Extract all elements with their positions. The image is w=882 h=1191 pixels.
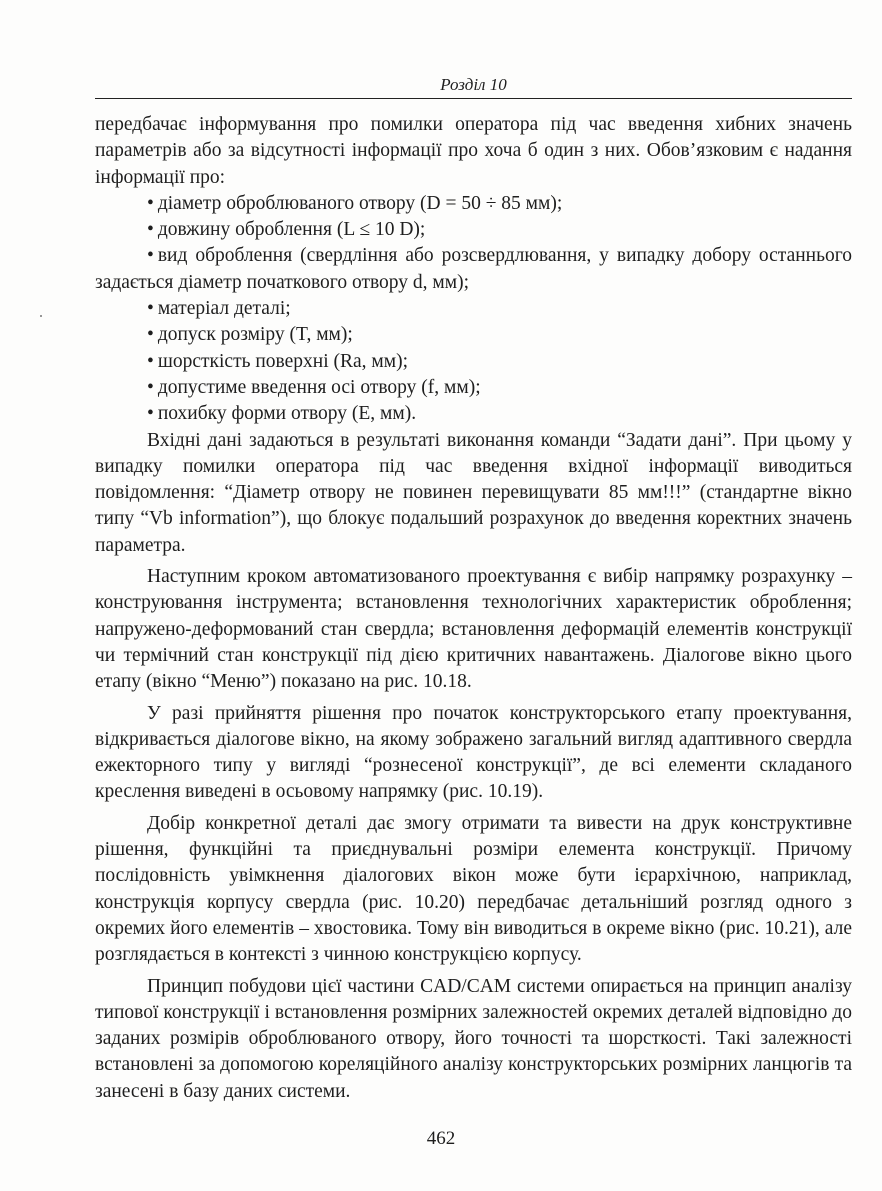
bullet-icon: • xyxy=(147,376,154,398)
bullet-icon: • xyxy=(147,403,154,425)
page-number: 462 xyxy=(426,1128,456,1149)
list-item: • допустиме введення осі отвору (f, мм); xyxy=(147,376,481,398)
bullet-icon: • xyxy=(147,192,154,214)
requirements-list xyxy=(95,191,852,428)
paragraph-1: передбачає інформування про помилки оператора під час введення хибних значень параметрів або за відсутності інформації про хоча б один з них. Обов’язковим є надання інформації про: xyxy=(95,114,852,188)
list-item: • шорсткість поверхні (Ra, мм); xyxy=(147,350,409,372)
bullet-icon: • xyxy=(147,245,154,267)
section-title: Розділ 10 xyxy=(440,75,507,94)
list-item: • допуск розміру (T, мм); xyxy=(147,324,353,346)
bullet-icon: • xyxy=(147,298,154,320)
list-item: • матеріал деталі; xyxy=(147,298,291,320)
list-item: • довжину оброблення (L ≤ 10 D); xyxy=(147,219,426,241)
paragraph-4: У разі прийняття рішення про початок конструкторського етапу проектування, відкривається діалогове вікно, на якому зображено загальний вигляд адаптивного свердла ежекторного типу у вигляді “рознесеної конструкції”, де всі елементи складаного креслення виведені в осьовому напрямку (рис. 10.19). xyxy=(95,702,852,803)
list-item: • діаметр оброблюваного отвору (D = 50 ÷ 85 мм); xyxy=(147,192,563,214)
margin-speck xyxy=(40,315,42,317)
bullet-icon: • xyxy=(147,350,154,372)
paragraph-2: Вхідні дані задаються в результаті виконання команди “Задати дані”. При цьому у випадку помилки оператора під час введення вхідної інформації виводиться повідомлення: “Діаметр отвору не повинен перевищувати 85 мм!!!” (стандартне вікно типу “Vb information”), що блокує подальший розрахунок до введення коректних значень параметра. xyxy=(95,429,852,556)
list-item: • похибку форми отвору (E, мм). xyxy=(147,403,417,425)
page-body xyxy=(95,112,852,1105)
running-header xyxy=(95,72,852,99)
paragraph-3: Наступним кроком автоматизованого проектування є вибір напрямку розрахунку – конструювання інструмента; встановлення технологічних характеристик оброблення; напружено-деформований стан свердла; встановлення деформацій елементів конструкції чи термічний стан конструкції під дією критичних навантажень. Діалогове вікно цього етапу (вікно “Меню”) показано на рис. 10.18. xyxy=(95,566,852,693)
bullet-icon: • xyxy=(147,219,154,241)
paragraph-5: Добір конкретної деталі дає змогу отримати та вивести на друк конструктивне рішення, функційні та приєднувальні розміри елемента конструкції. Причому послідовність увімкнення діалогових вікон може бути ієрархічною, наприклад, конструкція корпусу свердла (рис. 10.20) передбачає детальніший розгляд одного з окремих його елементів – хвостовика. Тому він виводиться в окреме вікно (рис. 10.21), але розглядається в контексті з чинною конструкцією корпусу. xyxy=(95,812,852,966)
list-item: • вид оброблення (свердління або розсвердлювання, у випадку добору останнього задається діаметр початкового отвору d, мм); xyxy=(95,245,852,293)
paragraph-6: Принцип побудови цієї частини CAD/CAM системи опирається на принцип аналізу типової конструкції і встановлення розмірних залежностей окремих деталей відповідно до заданих розмірів оброблюваного отвору, його точності та шорсткості. Такі залежності встановлені за допомогою кореляційного аналізу конструкторських розмірних ланцюгів та занесені в базу даних системи. xyxy=(95,975,852,1102)
bullet-icon: • xyxy=(147,324,154,346)
